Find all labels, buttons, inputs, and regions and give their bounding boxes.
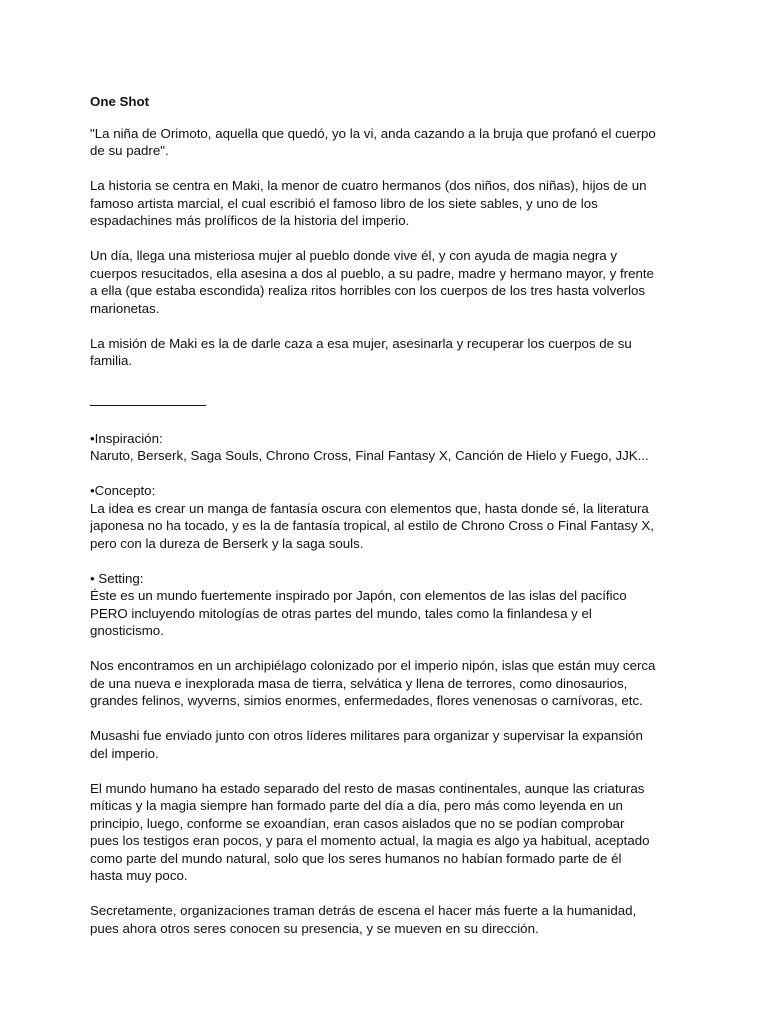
musashi-line: del imperio. <box>90 745 159 761</box>
event-line: cuerpos resucitados, ella asesina a dos al pueblo, a su padre, madre y hermano mayor, y frente <box>90 265 654 281</box>
world-line: hasta muy poco. <box>90 868 188 883</box>
world-line: pues los testigos eran pocos, y para el momento actual, la magia es algo ya habitual, aceptado <box>90 833 650 848</box>
inspiration-line: Naruto, Berserk, Saga Souls, Chrono Cross, Final Fantasy X, Canción de Hielo y Fuego, JJK... <box>90 448 649 463</box>
concept-line: japonesa no ha tocado, y es la de fantasía tropical, al estilo de Chrono Cross o Final Fantasy X, <box>90 518 654 533</box>
archipelago-line: Nos encontramos en un archipiélago colonizado por el imperio nipón, islas que están muy cerca <box>90 658 656 673</box>
secret-paragraph <box>90 902 690 937</box>
concept-line: La idea es crear un manga de fantasía oscura con elementos que, hasta donde sé, la literatura <box>90 500 649 516</box>
intro-paragraph <box>90 177 690 230</box>
setting-line: PERO incluyendo mitologías de otras partes del mundo, tales como la finlandesa y el <box>90 605 592 621</box>
event-line: marionetas. <box>90 300 160 316</box>
world-paragraph <box>90 780 690 885</box>
intro-line: espadachines más prolíficos de la historia del imperio. <box>90 213 410 228</box>
blank-line <box>90 387 690 405</box>
quote-line: "La niña de Orimoto, aquella que quedó, yo la vi, anda cazando a la bruja que profanó el cuerpo <box>90 125 656 141</box>
quote-line: de su padre". <box>90 143 169 158</box>
event-line: a ella (que estaba escondida) realiza ritos horribles con los cuerpos de los tres hasta volverlos <box>90 283 646 298</box>
setting-heading: • Setting: <box>90 570 144 586</box>
setting-line: gnosticismo. <box>90 623 164 638</box>
musashi-line: Musashi fue enviado junto con otros líderes militares para organizar y supervisar la expansión <box>90 728 643 743</box>
intro-line: famoso artista marcial, el cual escribió el famoso libro de los siete sables, y uno de los <box>90 195 598 211</box>
event-paragraph <box>90 247 690 317</box>
concept-line: pero con la dureza de Berserk y la saga souls. <box>90 535 364 551</box>
inspiration-heading: •Inspiración: <box>90 430 163 446</box>
setting-line: Éste es un mundo fuertemente inspirado por Japón, con elementos de las islas del pacífico <box>90 588 627 603</box>
mission-paragraph <box>90 335 690 370</box>
musashi-paragraph <box>90 727 690 762</box>
mission-line: La misión de Maki es la de darle caza a esa mujer, asesinarla y recuperar los cuerpos de su <box>90 335 632 351</box>
mission-line: familia. <box>90 353 133 368</box>
archipelago-line: de una nueva e inexplorada masa de tierra, selvática y llena de terrores, como dinosaurios, <box>90 675 628 691</box>
event-line: Un día, llega una misteriosa mujer al pueblo donde vive él, y con ayuda de magia negra y <box>90 248 618 263</box>
setting-section <box>90 570 690 640</box>
section-divider <box>90 405 206 406</box>
opening-quote <box>90 125 690 160</box>
archipelago-line: grandes felinos, wyverns, simios enormes, enfermedades, flores venenosas o carnívoras, etc. <box>90 693 643 708</box>
inspiration-section <box>90 430 690 465</box>
world-line: míticas y la magia siempre han formado parte del día a día, pero más como leyenda en un <box>90 798 623 813</box>
document-title: One Shot <box>90 94 150 109</box>
concept-heading: •Concepto: <box>90 483 156 498</box>
concept-section <box>90 482 690 552</box>
archipelago-paragraph <box>90 657 690 710</box>
world-line: principio, luego, conforme se exoandían, eran casos aislados que no se podían comprobar <box>90 815 625 831</box>
intro-line: La historia se centra en Maki, la menor de cuatro hermanos (dos niños, dos niñas), hijos de un <box>90 178 647 193</box>
document-page <box>90 93 690 955</box>
world-line: El mundo humano ha estado separado del resto de masas continentales, aunque las criaturas <box>90 780 645 796</box>
secret-line: Secretamente, organizaciones traman detrás de escena el hacer más fuerte a la humanidad, <box>90 903 637 918</box>
secret-line: pues ahora otros seres conocen su presencia, y se mueven en su dirección. <box>90 920 539 936</box>
world-line: como parte del mundo natural, solo que los seres humanos no habían formado parte de él <box>90 850 622 866</box>
